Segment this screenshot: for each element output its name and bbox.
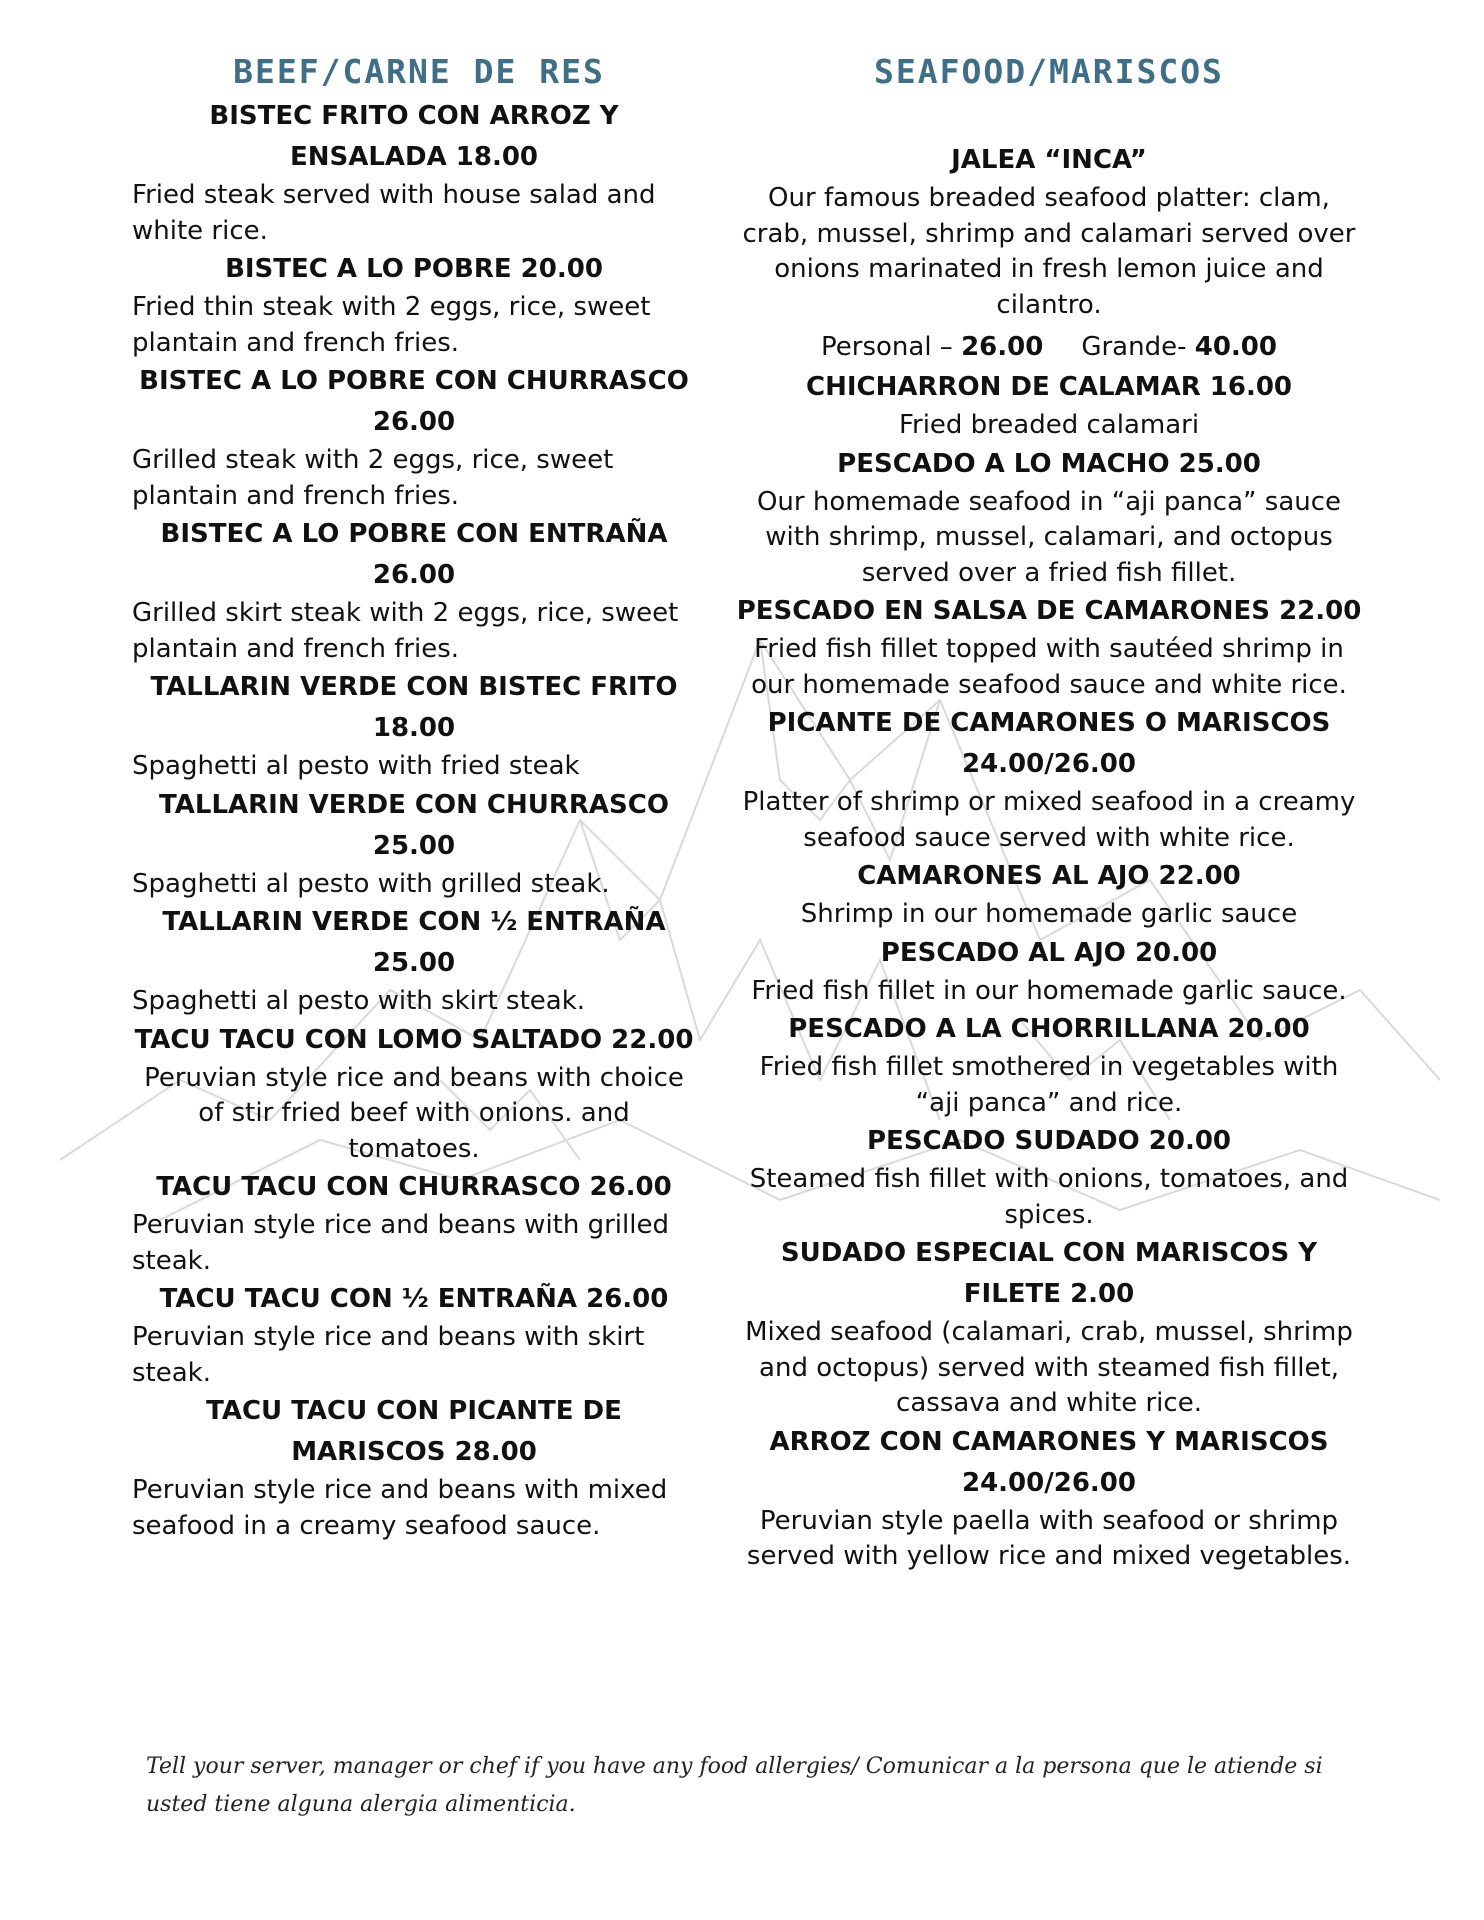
beef-item-desc: Peruvian style rice and beans with choice of stir fried beef with onions. and tomatoes.: [144, 1062, 684, 1164]
beef-item-name: TALLARIN VERDE CON CHURRASCO 25.00: [159, 789, 669, 861]
seafood-item-name: PESCADO A LO MACHO 25.00: [837, 448, 1261, 479]
beef-item-desc: Peruvian style rice and beans with grilled steak.: [132, 1210, 669, 1276]
beef-item-name: TALLARIN VERDE CON ½ ENTRAÑA 25.00: [162, 907, 666, 978]
seafood-item-desc: Mixed seafood (calamari, crab, mussel, shrimp and octopus) served with steamed fish fillet, cassava and white rice.: [745, 1317, 1353, 1418]
beef-item-desc: Fried steak served with house salad and white rice.: [132, 180, 656, 246]
beef-item: [132, 1279, 696, 1391]
seafood-item: [734, 856, 1364, 933]
seafood-item: [734, 703, 1364, 856]
beef-item: [132, 361, 696, 514]
seafood-item-desc: Platter of shrimp or mixed seafood in a creamy seafood sauce served with white rice.: [742, 787, 1356, 853]
seafood-section-title: SEAFOOD/MARISCOS: [874, 52, 1224, 91]
seafood-item-desc: Our homemade seafood in “aji panca” sauce with shrimp, mussel, calamari, and octopus served over a fried fish fillet.: [756, 486, 1342, 588]
seafood-item: [734, 1422, 1364, 1575]
beef-item: [132, 667, 696, 785]
seafood-item: [734, 933, 1364, 1010]
beef-item: [132, 514, 696, 667]
beef-item-desc: Spaghetti al pesto with skirt steak.: [132, 986, 586, 1016]
seafood-item-name: PESCADO AL AJO 20.00: [880, 937, 1218, 968]
personal-price: 26.00: [961, 332, 1044, 362]
beef-item-desc: Peruvian style rice and beans with mixed seafood in a creamy seafood sauce.: [132, 1475, 668, 1541]
seafood-item-desc: Peruvian style paella with seafood or shrimp served with yellow rice and mixed vegetables.: [746, 1505, 1352, 1571]
seafood-item-desc: Fried fish fillet topped with sautéed shrimp in our homemade seafood sauce and white rice.: [751, 634, 1347, 700]
seafood-item-name: CHICHARRON DE CALAMAR 16.00: [805, 372, 1293, 402]
seafood-item-desc: Fried breaded calamari: [898, 410, 1200, 440]
beef-item: [132, 96, 696, 249]
seafood-item: [734, 444, 1364, 592]
beef-item: [132, 1020, 696, 1168]
seafood-item: [734, 1009, 1364, 1121]
jalea-item: [734, 140, 1364, 367]
seafood-item-name: ARROZ CON CAMARONES Y MARISCOS 24.00/26.00: [769, 1426, 1329, 1498]
beef-item-name: BISTEC A LO POBRE CON CHURRASCO 26.00: [139, 366, 689, 437]
beef-item-desc: Grilled skirt steak with 2 eggs, rice, sweet plantain and french fries.: [132, 598, 679, 664]
beef-item: [132, 902, 696, 1020]
seafood-item-desc: Fried fish fillet in our homemade garlic sauce.: [751, 975, 1347, 1006]
seafood-item-name: PESCADO SUDADO 20.00: [867, 1126, 1231, 1156]
seafood-item-name: PICANTE DE CAMARONES O MARISCOS 24.00/26.00: [767, 708, 1331, 779]
beef-section-title: BEEF/CARNE DE RES: [233, 52, 605, 91]
beef-item-name: TALLARIN VERDE CON BISTEC FRITO 18.00: [150, 672, 678, 743]
seafood-item-name: PESCADO EN SALSA DE CAMARONES 22.00: [736, 596, 1362, 626]
seafood-column: [734, 48, 1364, 1575]
beef-item-name: BISTEC A LO POBRE CON ENTRAÑA 26.00: [160, 519, 668, 590]
beef-item-name: BISTEC FRITO CON ARROZ Y ENSALADA 18.00: [209, 101, 619, 172]
seafood-item-desc: Shrimp in our homemade garlic sauce: [800, 899, 1298, 929]
grande-price: 40.00: [1194, 332, 1277, 362]
beef-item-desc: Peruvian style rice and beans with skirt steak.: [132, 1322, 645, 1388]
beef-item: [132, 1391, 696, 1544]
seafood-item: [734, 1121, 1364, 1233]
seafood-item: [734, 367, 1364, 444]
personal-label: Personal –: [821, 332, 953, 362]
beef-item: [132, 785, 696, 903]
beef-item-desc: Spaghetti al pesto with fried steak: [132, 751, 580, 781]
beef-item-name: BISTEC A LO POBRE 20.00: [225, 254, 603, 284]
allergy-note: Tell your server, manager or chef if you have any food allergies/ Comunicar a la persona que le atiende si usted tiene alguna alergia alimenticia.: [146, 1754, 1323, 1817]
grande-label: Grande-: [1081, 332, 1187, 362]
seafood-item-name: CAMARONES AL AJO 22.00: [857, 861, 1241, 891]
seafood-item: [734, 1233, 1364, 1422]
beef-item-name: TACU TACU CON PICANTE DE MARISCOS 28.00: [206, 1396, 622, 1467]
jalea-prices: [734, 327, 1364, 367]
beef-item: [132, 1167, 696, 1279]
seafood-item: [734, 591, 1364, 703]
beef-item-desc: Spaghetti al pesto with grilled steak.: [132, 868, 610, 899]
seafood-item-desc: Steamed fish fillet with onions, tomatoes, and spices.: [749, 1164, 1349, 1230]
beef-item: [132, 249, 696, 361]
seafood-item-name: SUDADO ESPECIAL CON MARISCOS Y FILETE 2.00: [780, 1238, 1318, 1309]
beef-item-name: TACU TACU CON CHURRASCO 26.00: [156, 1172, 672, 1202]
seafood-item-name: PESCADO A LA CHORRILLANA 20.00: [788, 1014, 1310, 1044]
jalea-desc: Our famous breaded seafood platter: clam, crab, mussel, shrimp and calamari served over onions marinated in fresh lemon juice and cilantro.: [742, 183, 1356, 320]
beef-item-desc: Fried thin steak with 2 eggs, rice, sweet plantain and french fries.: [132, 292, 651, 358]
beef-column: [132, 48, 696, 1544]
beef-item-name: TACU TACU CON ½ ENTRAÑA 26.00: [159, 1284, 669, 1314]
jalea-name: JALEA “INCA”: [951, 145, 1147, 175]
beef-item-desc: Grilled steak with 2 eggs, rice, sweet plantain and french fries.: [132, 445, 614, 511]
seafood-item-desc: Fried fish fillet smothered in vegetables with “aji panca” and rice.: [759, 1052, 1339, 1118]
beef-item-name: TACU TACU CON LOMO SALTADO 22.00: [134, 1024, 694, 1055]
